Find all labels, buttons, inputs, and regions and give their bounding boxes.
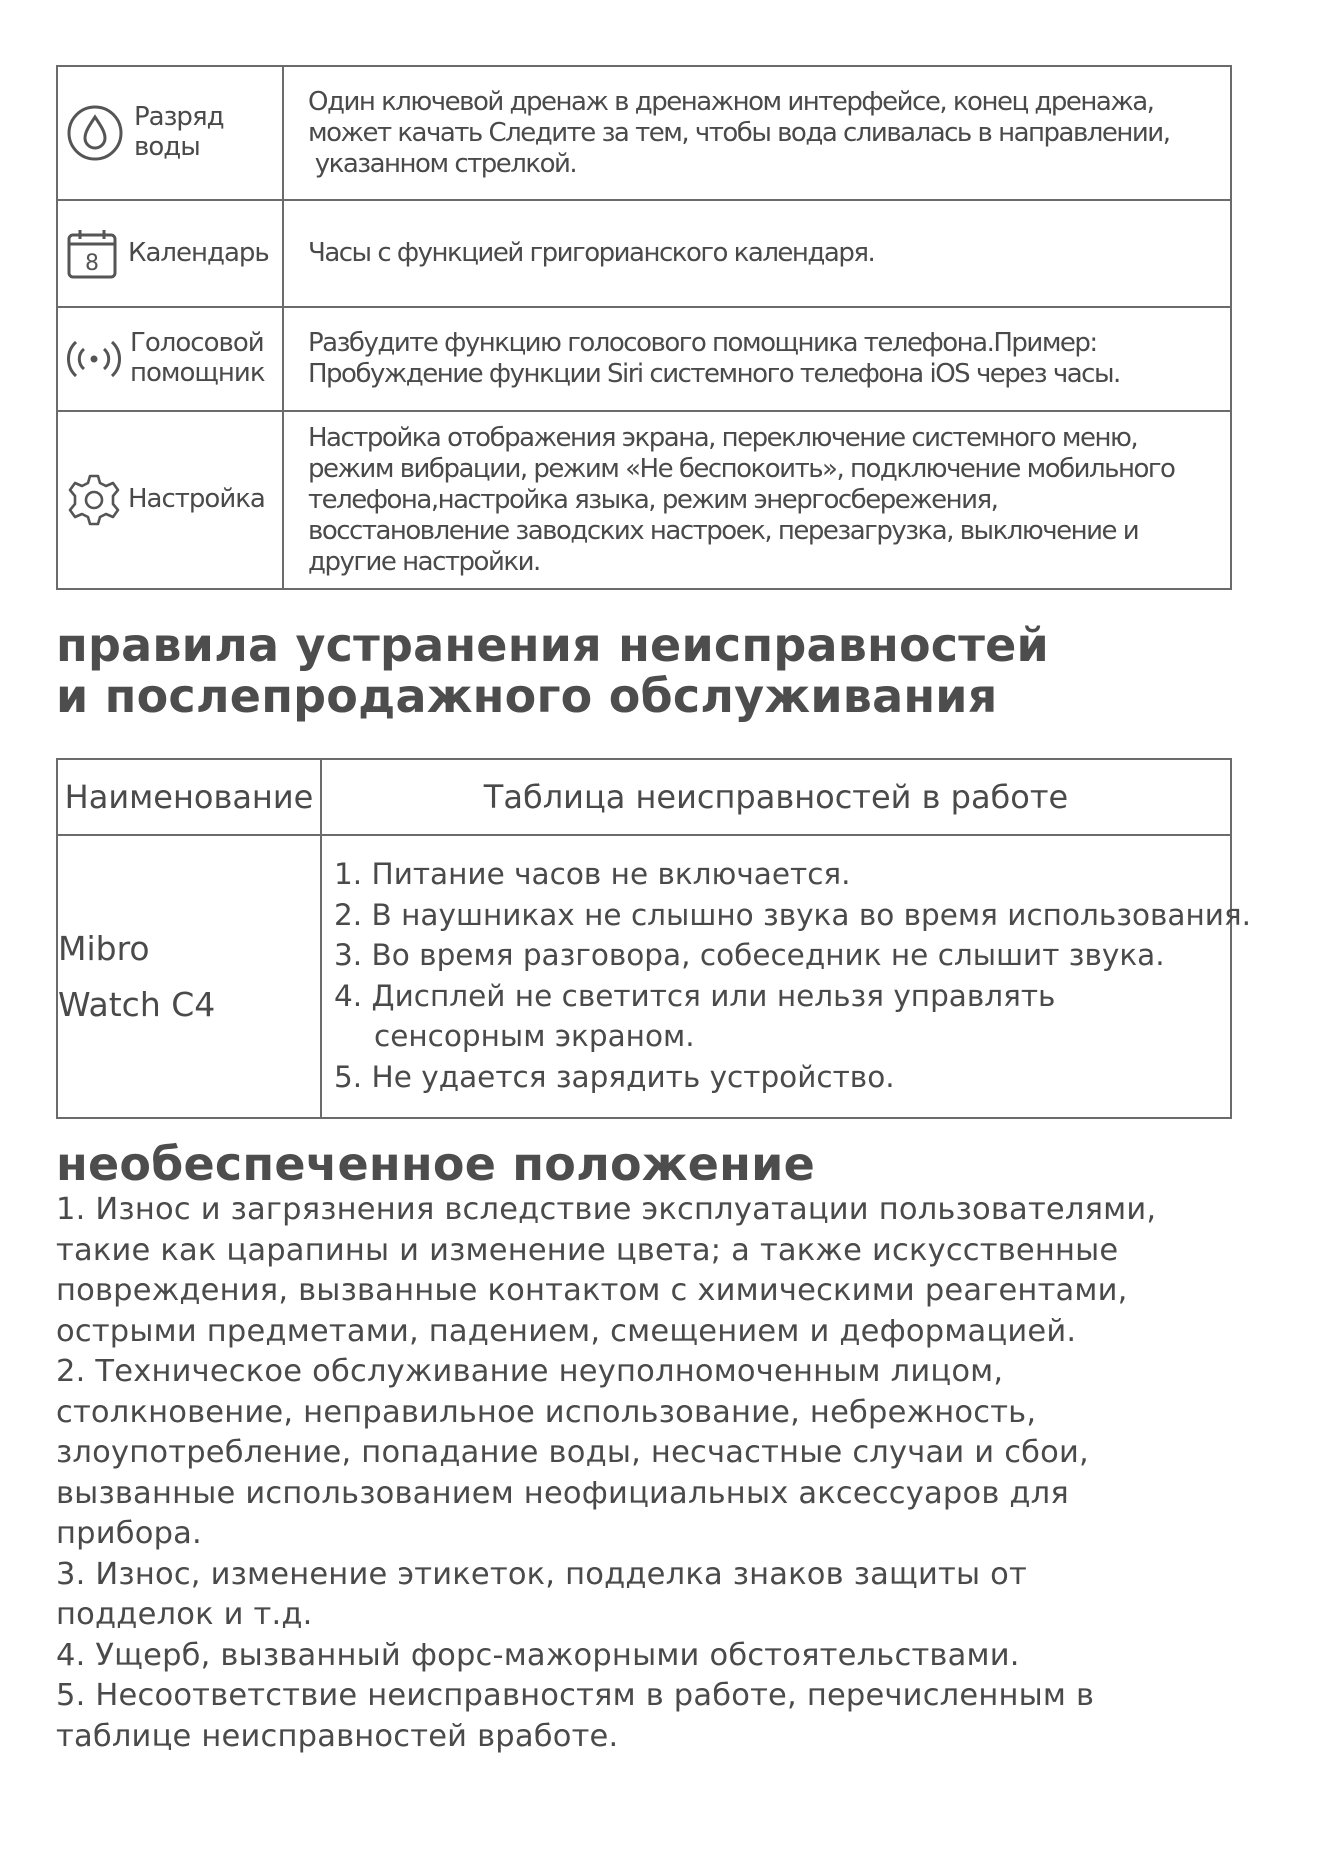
feature-row-settings xyxy=(57,411,1231,589)
not-covered-list: 1. Износ и загрязнения вследствие эксплуатации пользователями, такие как царапины и изменение цвета; а также искусственные повреждения, вызванные контактом с химическими реагентами, острыми предметами, падением, смещением и деформацией. 2. Техническое обслуживание неуполномоченным лицом, столкновение, неправильное использование, небрежность, злоупотребление, попадание воды, несчастные случаи и сбои, вызванные использованием неофициальных аксессуаров для прибора. 3. Износ, изменение этикеток, подделка знаков защиты от подделок и т.д. 4. Ущерб, вызванный форс-мажорными обстоятельствами. 5. Несоответствие неисправностям в работе, перечисленным в таблице неисправностей вработе. xyxy=(56,1192,1157,1754)
feature-row-voice-assistant xyxy=(57,307,1231,411)
calendar-icon xyxy=(66,228,118,280)
malfunction-table-row xyxy=(57,835,1231,1118)
water-drop-icon xyxy=(66,104,124,162)
malfunction-table xyxy=(56,758,1252,1119)
col-header-name: Наименование xyxy=(57,759,321,835)
svg-text:8: 8 xyxy=(85,250,99,276)
feature-row-calendar xyxy=(57,200,1231,307)
feature-desc-calendar: Часы с функцией григорианского календаря. xyxy=(308,238,875,268)
manual-page xyxy=(56,65,1252,1757)
fault-list xyxy=(321,835,1252,1118)
gear-icon xyxy=(66,472,122,528)
fault-item: 3. Во время разговора, собеседник не слышит звука. xyxy=(334,938,1165,972)
feature-row-water-discharge xyxy=(57,66,1231,200)
model-name: Mibro Watch C4 xyxy=(57,835,321,1118)
section-title-not-covered: необеспеченное положение xyxy=(56,1137,815,1191)
fault-item: 1. Питание часов не включается. xyxy=(334,857,851,891)
fault-item-continuation: сенсорным экраном. xyxy=(374,1019,695,1053)
feature-desc-water-discharge: Один ключевой дренаж в дренажном интерфейсе, конец дренажа, может качать Следите за тем, чтобы вода сливалась в направлении, указанном стрелкой. xyxy=(308,86,1170,179)
feature-name-settings: Настройка xyxy=(128,484,265,515)
feature-name-calendar: Календарь xyxy=(128,237,269,268)
feature-name-water-discharge: Разряд воды xyxy=(134,102,224,162)
fault-item: 2. В наушниках не слышно звука во время использования. xyxy=(334,897,1252,932)
feature-desc-voice-assistant: Разбудите функцию голосового помощника телефона.Пример: Пробуждение функции Siri системного телефона iOS через часы. xyxy=(308,328,1120,389)
col-header-faults: Таблица неисправностей в работе xyxy=(321,759,1231,835)
fault-item: 5. Не удается зарядить устройство. xyxy=(334,1059,895,1094)
feature-desc-settings: Настройка отображения экрана, переключение системного меню, режим вибрации, режим «Не беспокоить», подключение мобильного телефона,настройка языка, режим энергосбережения, восстановление заводских настроек, перезагрузка, выключение и другие настройки. xyxy=(308,422,1175,577)
voice-assistant-icon xyxy=(66,339,122,379)
feature-name-voice-assistant: Голосовой помощник xyxy=(130,328,265,388)
fault-item: 4. Дисплей не светится или нельзя управлять xyxy=(334,978,1056,1013)
malfunction-table-header xyxy=(57,759,1231,835)
feature-table xyxy=(56,65,1232,590)
section-title-troubleshooting: правила устранения неисправностей и послепродажного обслуживания xyxy=(56,618,1049,723)
